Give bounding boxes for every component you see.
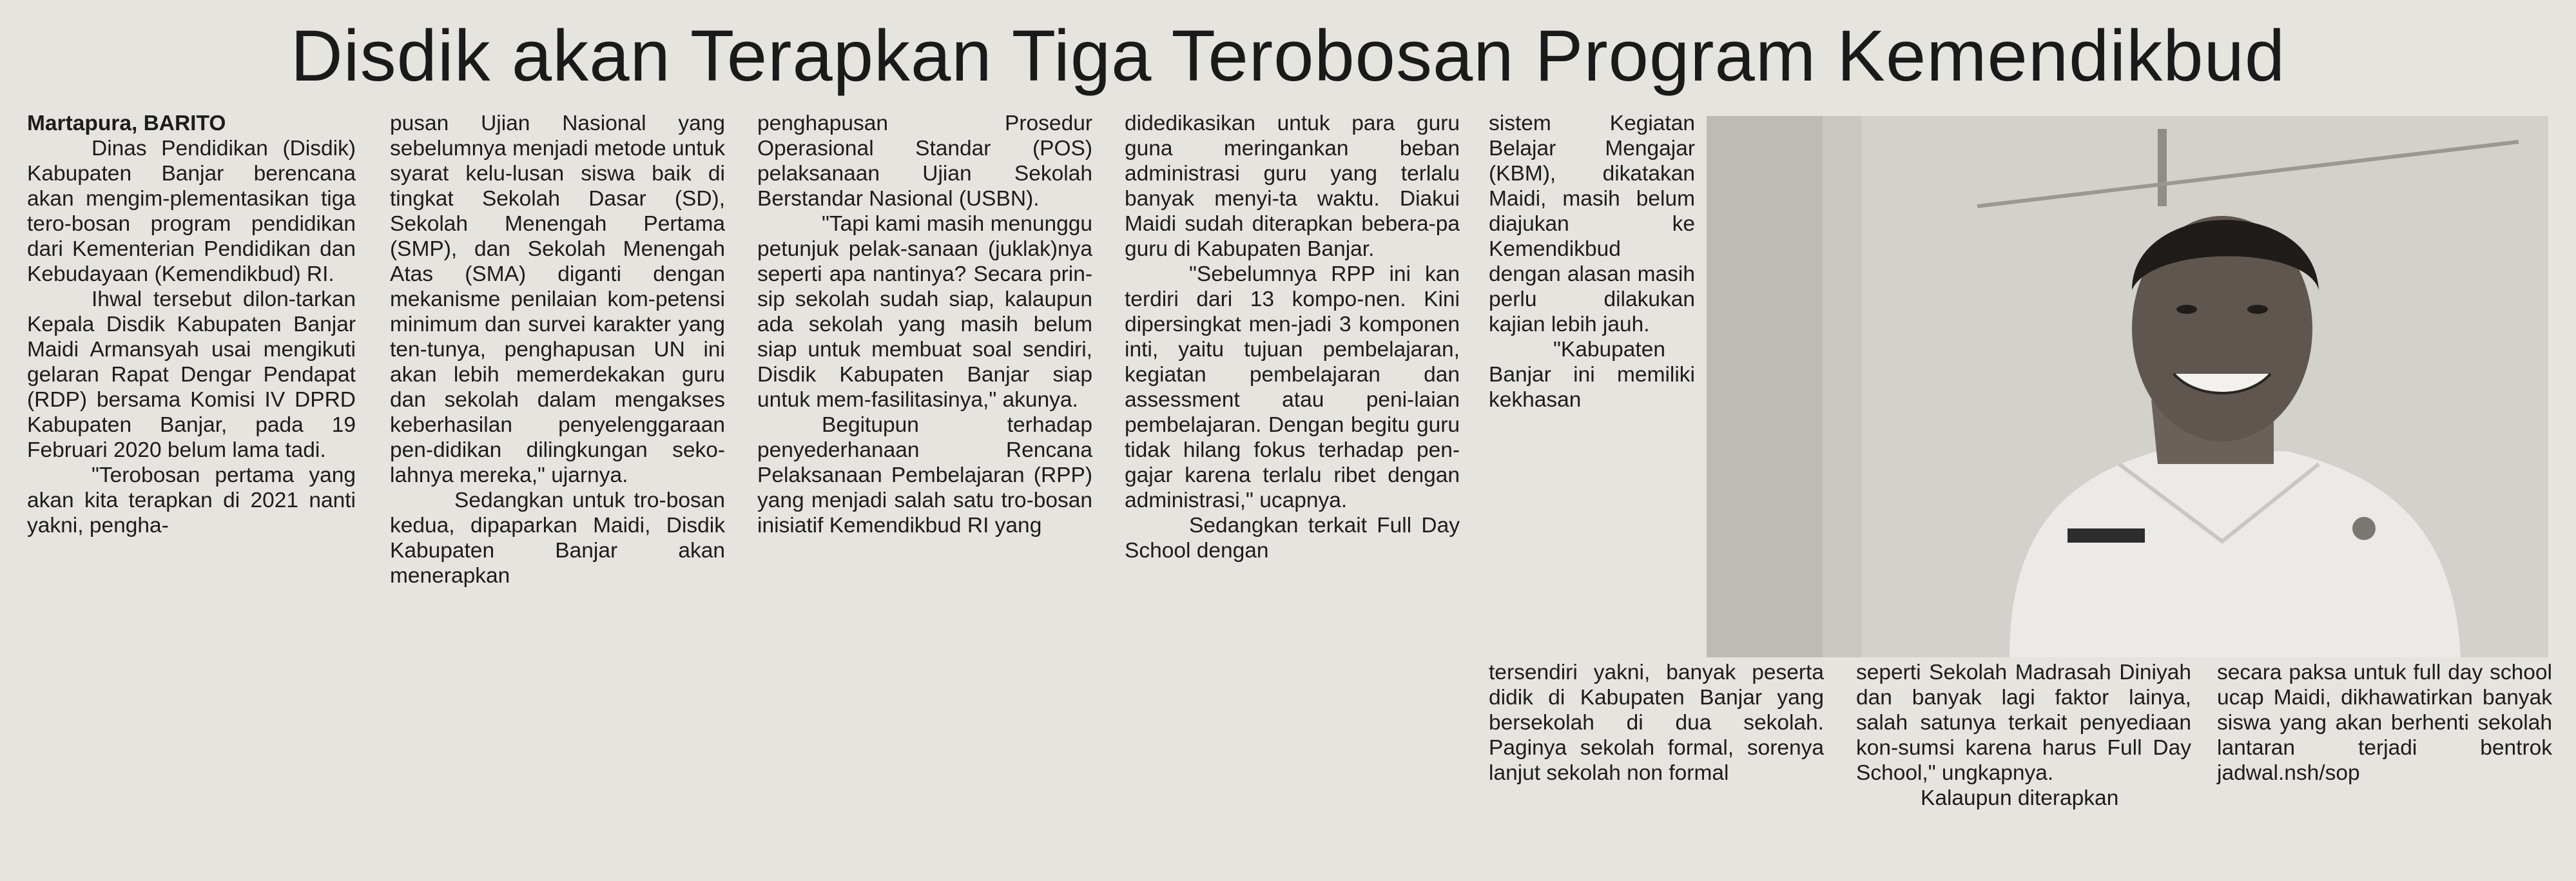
paragraph: Kalaupun diterapkan — [1921, 786, 2119, 810]
article-column-2 — [390, 111, 725, 588]
paragraph: Ihwal tersebut dilon-tarkan Kepala Disdik Kabupaten Banjar Maidi Armansyah usai mengikuti gelaran Rapat Dengar Pendapat (RDP) bersama Komisi IV DPRD Kabupaten Banjar, pada 19 Februari 2020 belum lama tadi. — [27, 287, 356, 462]
paragraph: "Tapi kami masih menunggu petunjuk pelak-sanaan (juklak)nya seperti apa nantinya? Secara prin-sip sekolah sudah siap, kalaupun ada sekolah yang masih belum siap untuk membuat soal sendiri, Disdik Kabupaten Banjar siap untuk mem-fasilitasinya," akunya. — [757, 212, 1092, 412]
paragraph: seperti Sekolah Madrasah Diniyah dan banyak lagi faktor lainya, salah satunya terkait penyediaan kon-sumsi karena harus Full Day School," ungkapnya. — [1856, 661, 2191, 785]
article-column-6 — [1856, 660, 2191, 811]
article-column-7 — [2217, 660, 2552, 786]
paragraph: "Kabupaten Banjar ini memiliki kekhasan — [1489, 338, 1695, 412]
paragraph: "Terobosan pertama yang akan kita terapkan di 2021 nanti yakni, pengha- — [27, 463, 356, 537]
paragraph: sistem Kegiatan Belajar Mengajar (KBM), dikatakan Maidi, masih belum diajukan ke Kemendikbud dengan alasan masih perlu dilakukan kajian lebih jauh. — [1489, 111, 1695, 336]
paragraph: secara paksa untuk full day school ucap Maidi, dikhawatirkan banyak siswa yang akan berhenti sekolah lantaran terjadi bentrok jadwal.nsh/sop — [2217, 661, 2552, 785]
paragraph: tersendiri yakni, banyak peserta didik di Kabupaten Banjar yang bersekolah di dua sekolah. Paginya sekolah formal, sorenya lanjut sekolah non formal — [1489, 661, 1824, 785]
paragraph: pusan Ujian Nasional yang sebelumnya menjadi metode untuk syarat kelu-lusan siswa baik di tingkat Sekolah Dasar (SD), Sekolah Menengah Pertama (SMP), dan Sekolah Menengah Atas (SMA) diganti dengan mekanisme penilaian kom-petensi minimum dan survei karakter yang ten-tunya, penghapusan UN ini akan lebih memerdekakan guru dan sekolah dalam mengakses keberhasilan penyelenggaraan pen-didikan dilingkungan seko-lahnya mereka," ujarnya. — [390, 111, 725, 487]
man-portrait-icon — [1707, 116, 2548, 657]
paragraph: penghapusan Prosedur Operasional Standar (POS) pelaksanaan Ujian Sekolah Berstandar Nasional (USBN). — [757, 111, 1092, 211]
article-column-1 — [27, 111, 356, 538]
portrait-photo — [1707, 116, 2548, 657]
paragraph: "Sebelumnya RPP ini kan terdiri dari 13 kompo-nen. Kini dipersingkat men-jadi 3 komponen inti, yaitu tujuan pembelajaran, kegiatan pembelajaran dan assessment atau peni-laian pembelajaran. Dengan begitu guru tidak hilang fokus terhadap pen-gajar karena terlalu ribet dengan administrasi," ucapnya. — [1125, 262, 1460, 512]
headline: Disdik akan Terapkan Tiga Terobosan Program Kemendikbud — [290, 15, 2286, 96]
article-column-3 — [757, 111, 1092, 538]
article-column-5-bottom — [1489, 660, 1824, 786]
article-column-4 — [1125, 111, 1460, 563]
paragraph: Sedangkan untuk tro-bosan kedua, dipaparkan Maidi, Disdik Kabupaten Banjar akan menerapkan — [390, 489, 725, 588]
paragraph: Begitupun terhadap penyederhanaan Rencana Pelaksanaan Pembelajaran (RPP) yang menjadi salah satu tro-bosan inisiatif Kemendikbud RI yang — [757, 413, 1092, 537]
dateline: Martapura, BARITO — [27, 111, 226, 135]
paragraph: Sedangkan terkait Full Day School dengan — [1125, 514, 1460, 563]
paragraph: Dinas Pendidikan (Disdik) Kabupaten Banjar berencana akan mengim-plementasikan tiga tero-bosan program pendidikan dari Kementerian Pendidikan dan Kebudayaan (Kemendikbud) RI. — [27, 137, 356, 286]
paragraph: didedikasikan untuk para guru guna meringankan beban administrasi guru yang terlalu banyak menyi-ta waktu. Diakui Maidi sudah diterapkan bebera-pa guru di Kabupaten Banjar. — [1125, 111, 1460, 261]
article-column-5-top — [1489, 111, 1695, 412]
